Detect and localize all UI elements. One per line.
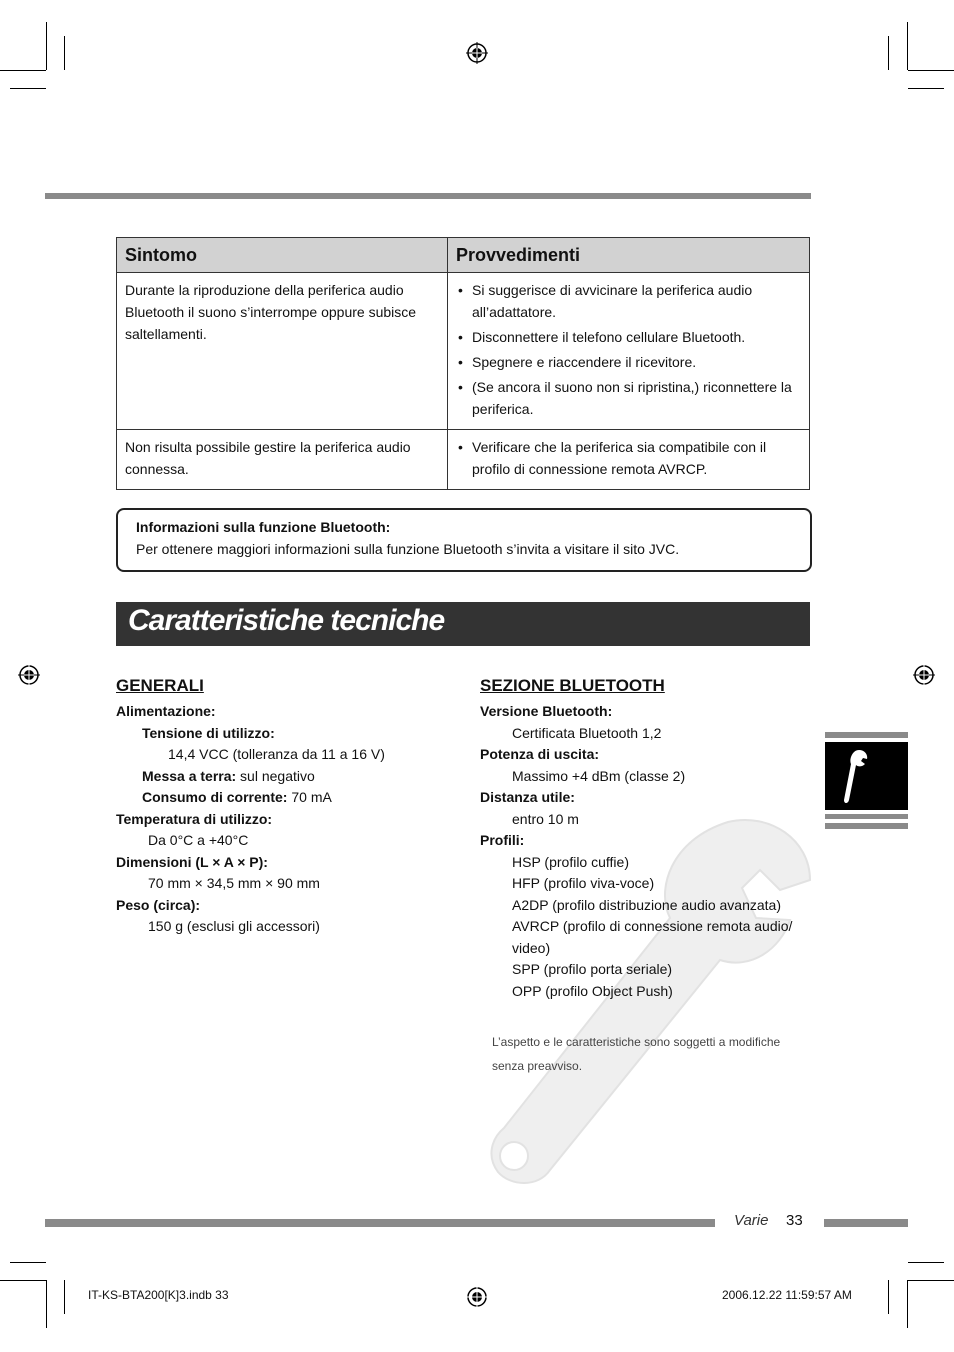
spec-value: entro 10 m	[512, 810, 579, 827]
spec-label: Dimensioni (L × A × P):	[116, 853, 268, 870]
crop-mark	[908, 1280, 954, 1281]
crop-mark	[888, 36, 889, 70]
crosshair-registration-icon	[466, 1286, 488, 1308]
info-box	[116, 508, 812, 572]
bluetooth-column	[480, 674, 800, 1002]
troubleshooting-table	[116, 237, 810, 490]
spec-label: Alimentazione:	[116, 703, 216, 719]
spec-value: 70 mm × 34,5 mm × 90 mm	[148, 875, 320, 891]
profile-item: video)	[512, 939, 551, 956]
symptom-cell: Non risulta possibile gestire la periferica audio connessa.	[117, 430, 448, 490]
crop-mark	[908, 70, 954, 71]
crop-mark	[888, 1280, 889, 1314]
crop-mark	[908, 88, 944, 89]
table-header-provvedimenti: Provvedimenti	[448, 238, 810, 273]
crosshair-registration-icon	[466, 42, 488, 64]
spec-value: sul negativo	[236, 767, 315, 784]
spec-label: Versione Bluetooth:	[480, 703, 613, 719]
slug-timestamp: 2006.12.22 11:59:57 AM	[722, 1288, 852, 1302]
wrench-icon	[841, 748, 869, 806]
section-title-bar	[116, 602, 810, 646]
remedy-item: • Disconnettere il telefono cellulare Bluetooth.	[472, 326, 801, 348]
table-row	[117, 273, 810, 430]
spec-value: Da 0°C a +40°C	[148, 832, 249, 848]
section-title: Caratteristiche tecniche	[128, 604, 445, 637]
tab-stripe	[825, 814, 908, 819]
profile-item: SPP (profilo porta seriale)	[512, 961, 673, 977]
profile-item: OPP (profilo Object Push)	[512, 982, 673, 999]
spec-label: Messa a terra:	[142, 767, 237, 784]
tab-stripe	[825, 732, 908, 738]
bluetooth-heading: SEZIONE BLUETOOTH	[480, 676, 665, 695]
header-rule	[45, 193, 811, 199]
crop-mark	[10, 88, 46, 89]
spec-label: Potenza di uscita:	[480, 746, 600, 762]
crop-mark	[908, 1262, 944, 1263]
footer-rule	[45, 1219, 715, 1227]
symptom-cell: Durante la riproduzione della periferica audio Bluetooth il suono s’interrompe oppure subisce saltellamenti.	[117, 273, 448, 430]
spec-value: 14,4 VCC (tolleranza da 11 a 16 V)	[168, 746, 385, 762]
table-row	[117, 430, 810, 490]
slug-file: IT-KS-BTA200[K]3.indb 33	[88, 1288, 229, 1302]
spec-label: Tensione di utilizzo:	[142, 724, 275, 741]
info-box-title: Informazioni sulla funzione Bluetooth:	[136, 519, 391, 535]
generali-heading: GENERALI	[116, 676, 204, 695]
spec-value: Certificata Bluetooth 1,2	[512, 724, 662, 741]
spec-value: Massimo +4 dBm (classe 2)	[512, 767, 686, 784]
remedy-cell	[448, 273, 810, 430]
table-header-sintomo: Sintomo	[117, 238, 448, 273]
generali-column	[116, 674, 456, 938]
remedy-item: • Spegnere e riaccendere il ricevitore.	[472, 351, 801, 373]
crop-mark	[64, 36, 65, 70]
spec-line	[116, 787, 456, 809]
crop-mark	[10, 1262, 46, 1263]
crop-mark	[0, 70, 46, 71]
spec-label: Consumo di corrente:	[142, 789, 288, 805]
crop-mark	[0, 1280, 46, 1281]
spec-label: Temperatura di utilizzo:	[116, 810, 273, 827]
info-box-body: Per ottenere maggiori informazioni sulla funzione Bluetooth s’invita a visitare il sito JVC.	[136, 541, 680, 557]
remedy-item: • (Se ancora il suono non si ripristina,) riconnettere la periferica.	[472, 376, 801, 420]
profile-item: A2DP (profilo distribuzione audio avanzata)	[512, 896, 782, 913]
crop-mark	[64, 1280, 65, 1314]
spec-label: Peso (circa):	[116, 896, 201, 913]
disclaimer-note: L’aspetto e le caratteristiche sono soggetti a modifiche senza preavviso.	[492, 1035, 781, 1073]
crop-mark	[907, 22, 908, 70]
crop-mark	[907, 1280, 908, 1328]
crop-mark	[46, 1280, 47, 1328]
tab-block	[825, 742, 908, 810]
profile-item: HSP (profilo cuffie)	[512, 853, 629, 870]
spec-value: 70 mA	[287, 789, 332, 805]
page-number: 33	[786, 1212, 803, 1229]
remedy-item: • Verificare che la periferica sia compatibile con il profilo di connessione remota AVRCP.	[472, 436, 801, 480]
side-tab	[825, 732, 908, 830]
remedy-item: • Si suggerisce di avvicinare la periferica audio all’adattatore.	[472, 279, 801, 323]
crop-mark	[46, 22, 47, 70]
spec-label: Profili:	[480, 832, 525, 848]
spec-value: 150 g (esclusi gli accessori)	[148, 918, 320, 934]
footer-section-label: Varie	[734, 1212, 769, 1229]
profile-item: HFP (profilo viva-voce)	[512, 875, 655, 891]
crosshair-registration-icon	[913, 664, 935, 686]
profile-item: AVRCP (profilo di connessione remota audio/	[512, 918, 793, 934]
spec-line	[116, 766, 456, 788]
tab-stripe	[825, 823, 908, 829]
spec-label: Distanza utile:	[480, 789, 575, 805]
crosshair-registration-icon	[18, 664, 40, 686]
remedy-cell	[448, 430, 810, 490]
footer-rule-right	[824, 1219, 908, 1227]
